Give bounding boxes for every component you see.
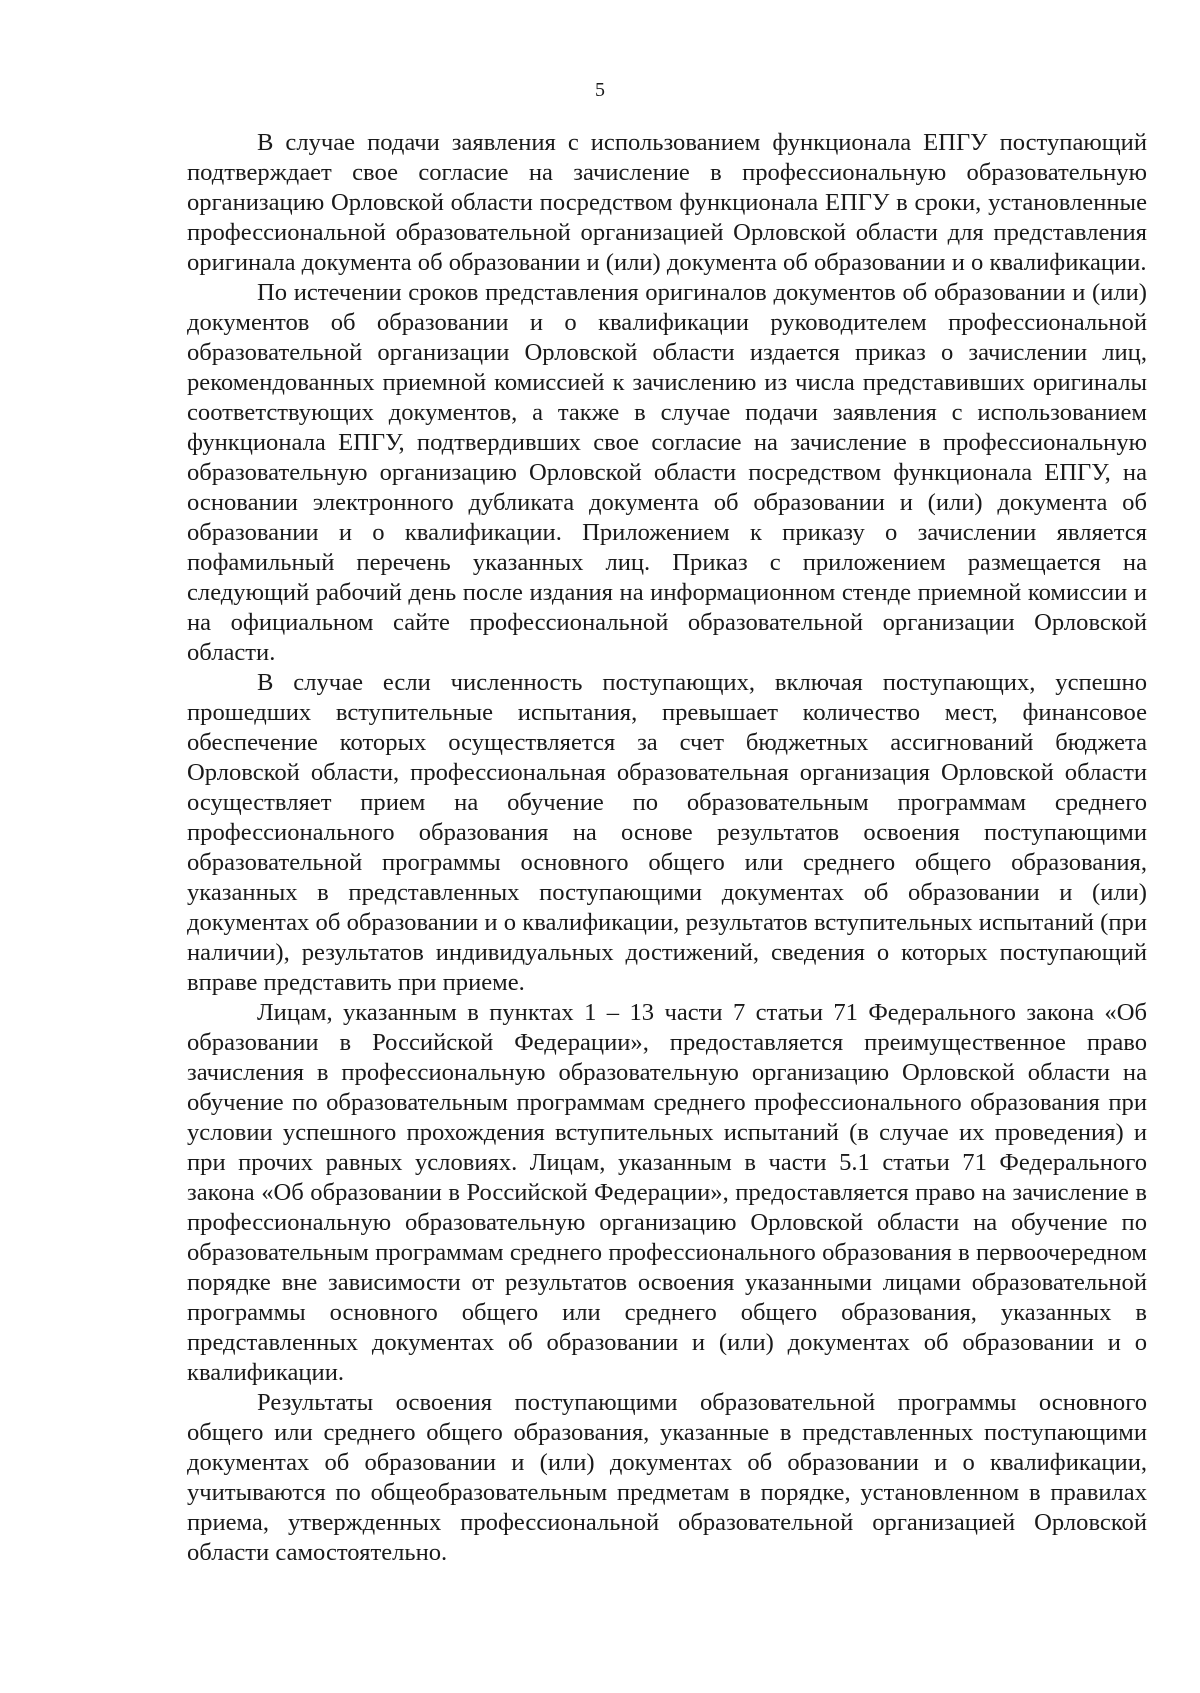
paragraph-competitive-admission: В случае если численность поступающих, включая поступающих, успешно прошедших вступительные испытания, превышает количество мест, финансовое обеспечение которых осуществляется за счет бюджетных ассигнований бюджета Орловской области, профессиональная образовательная организация Орловской области осуществляет прием на обучение по образовательным программам среднего профессионального образования на основе результатов освоения поступающими образовательной программы основного общего или среднего общего образования, указанных в представленных поступающими документах об образовании и (или) документах об образовании и о квалификации, результатов вступительных испытаний (при наличии), результатов индивидуальных достижений, сведения о которых поступающий вправе представить при приеме. (187, 669, 1147, 996)
paragraph-preferential-right: Лицам, указанным в пунктах 1 – 13 части 7 статьи 71 Федерального закона «Об образовании в Российской Федерации», предоставляется преимущественное право зачисления в профессиональную образовательную организацию Орловской области на обучение по образовательным программам среднего профессионального образования при условии успешного прохождения вступительных испытаний (в случае их проведения) и при прочих равных условиях. Лицам, указанным в части 5.1 статьи 71 Федерального закона «Об образовании в Российской Федерации», предоставляется право на зачисление в профессиональную образовательную организацию Орловской области на обучение по образовательным программам среднего профессионального образования в первоочередном порядке вне зависимости от результатов освоения указанными лицами образовательной программы основного общего или среднего общего образования, указанных в представленных документах об образовании и (или) документах об образовании и о квалификации. (187, 999, 1147, 1386)
document-body (187, 128, 1147, 1568)
paragraph-results-accounting: Результаты освоения поступающими образовательной программы основного общего или среднего общего образования, указанные в представленных поступающими документах об образовании и (или) документах об образовании и о квалификации, учитываются по общеобразовательным предметам в порядке, установленном в правилах приема, утвержденных профессиональной образовательной организацией Орловской области самостоятельно. (187, 1389, 1147, 1566)
page-number: 5 (595, 79, 605, 101)
paragraph-enrollment-order: По истечении сроков представления оригиналов документов об образовании и (или) документов об образовании и о квалификации руководителем профессиональной образовательной организации Орловской области издается приказ о зачислении лиц, рекомендованных приемной комиссией к зачислению из числа представивших оригиналы соответствующих документов, а также в случае подачи заявления с использованием функционала ЕПГУ, подтвердивших свое согласие на зачисление в профессиональную образовательную организацию Орловской области посредством функционала ЕПГУ, на основании электронного дубликата документа об образовании и (или) документа об образовании и о квалификации. Приложением к приказу о зачислении является пофамильный перечень указанных лиц. Приказ с приложением размещается на следующий рабочий день после издания на информационном стенде приемной комиссии и на официальном сайте профессиональной образовательной организации Орловской области. (187, 279, 1147, 666)
paragraph-epgu-consent: В случае подачи заявления с использованием функционала ЕПГУ поступающий подтверждает свое согласие на зачисление в профессиональную образовательную организацию Орловской области посредством функционала ЕПГУ в сроки, установленные профессиональной образовательной организацией Орловской области для представления оригинала документа об образовании и (или) документа об образовании и о квалификации. (187, 129, 1147, 276)
